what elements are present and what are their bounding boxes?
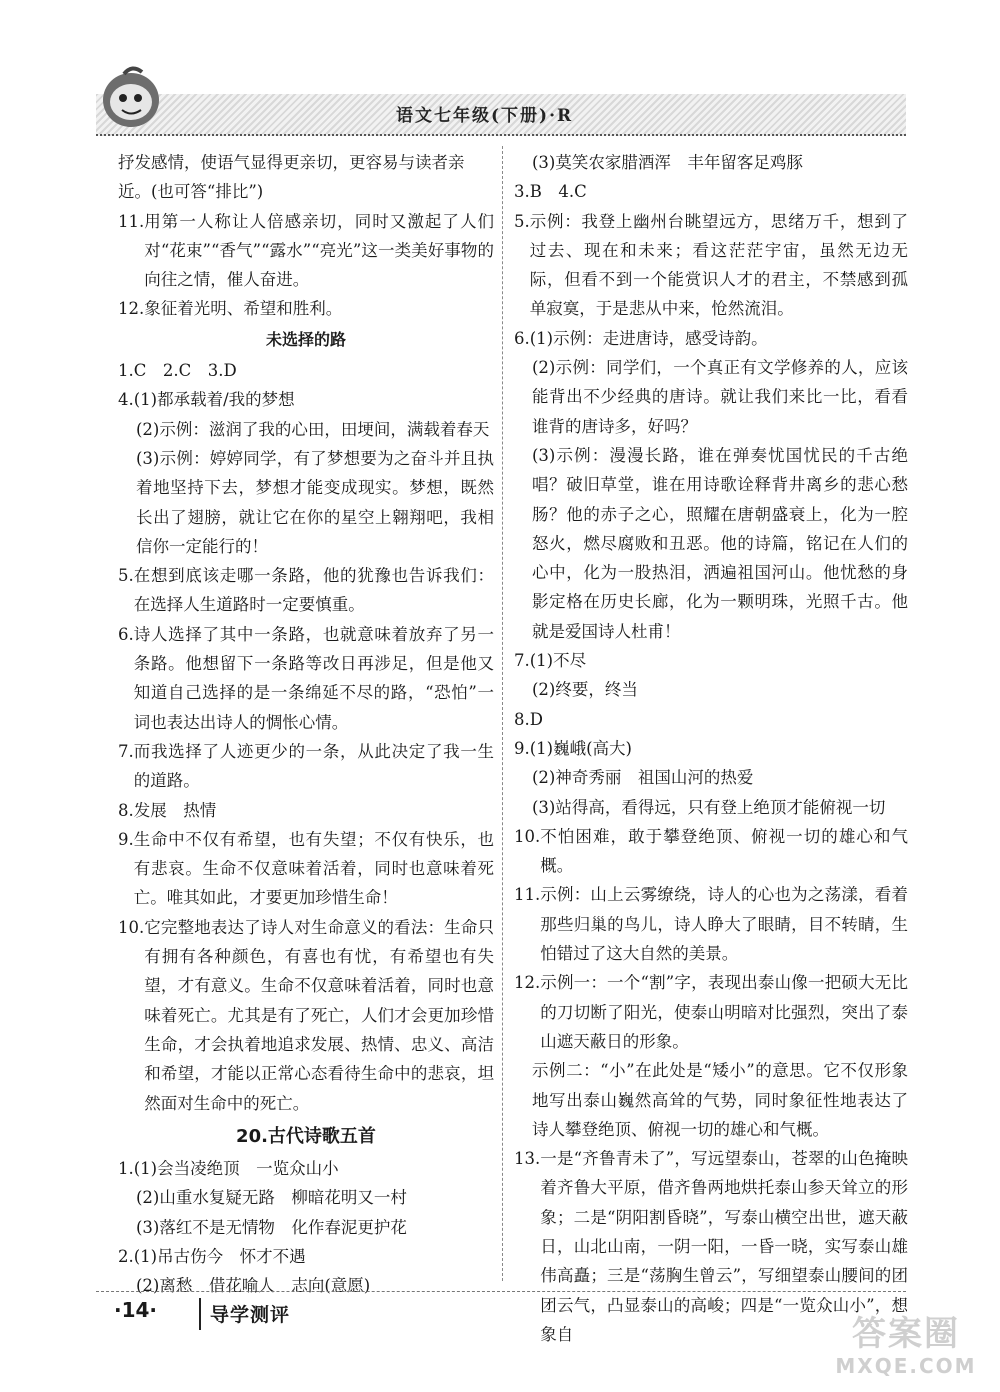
answer-text: C 2.C 3.D [133,361,237,381]
answer-subitem: (2)终要，终当 [532,680,638,700]
answer-text: 用第一人称让人倍感亲切，同时又激起了人们对“花束”“香气”“露水”“亮光”这一类美好事物的向往之情，催人奋进。 [144,211,494,290]
answer-number: 7. [118,741,134,761]
header-title: 语文七年级(下册)·R [396,106,574,126]
answer-number: 12. [514,973,541,993]
answer-item [118,737,494,796]
answer-subitem: (2)离愁 借花喻人 志向(意愿) [136,1276,371,1296]
answer-subitem: (2)神奇秀丽 祖国山河的热爱 [532,768,754,788]
answer-text: 示例一：一个“割”字，表现出泰山像一把硕大无比的刀切断了阳光，使泰山明暗对比强烈，突出了泰山遮天蔽日的形象。 [540,973,908,1051]
watermark-url: MXQE.COM [835,1354,977,1378]
answer-number: 7. [514,651,530,671]
answer-text: 不怕困难，敢于攀登绝顶、俯视一切的雄心和气概。 [540,826,908,876]
answer-item [514,207,908,324]
answer-item [514,177,908,206]
answer-subitem: (3)莫笑农家腊酒浑 丰年留客足鸡豚 [532,153,803,172]
answer-number: 6. [118,624,134,644]
answer-item [514,880,908,968]
answer-subitem: 示例二：“小”在此处是“矮小”的意思。它不仅形象地写出泰山巍然高耸的气势，同时象征性地表达了诗人攀登绝顶、俯视一切的雄心和气概。 [532,1061,908,1139]
answer-item [118,620,494,737]
answer-number: 8. [514,709,530,729]
answer-item [118,825,494,913]
answer-item [118,356,494,385]
footer-separator [199,1298,201,1330]
answer-text: (1)吊古伤今 怀才不遇 [133,1246,306,1266]
answer-subitem: (2)示例：同学们，一个真正有文学修养的人，应该能背出不少经典的唐诗。就让我们来比一比，看看谁背的唐诗多，好吗？ [532,358,908,436]
answer-subitem: (3)示例：婷婷同学，有了梦想要为之奋斗并且执着地坚持下去，梦想才能变成现实。梦想，既然长出了翅膀，就让它在你的星空上翱翔吧，我相信你一定能行的！ [136,448,494,556]
answer-item [514,822,908,881]
footer-rule [96,1291,906,1292]
answer-text: 诗人选择了其中一条路，也就意味着放弃了另一条路。他想留下一条路等改日再涉足，但是他又知道自己选择的是一条绵延不尽的路，“恐怕”一词也表达出诗人的惆怅心情。 [133,624,494,732]
answer-text: 生命中不仅有希望，也有失望；不仅有快乐，也有悲哀。生命不仅意味着活着，同时也意味着死亡。唯其如此，才要更加珍惜生命！ [133,829,494,908]
answer-number: 9. [514,738,530,758]
answer-text: (1)示例：走进唐诗，感受诗韵。 [529,328,768,348]
section-heading: 20.古代诗歌五首 [236,1125,376,1147]
answer-item [118,207,494,295]
watermark [822,1314,990,1386]
answer-item [118,385,494,414]
answer-number: 3. [514,182,530,202]
answer-subitem: (3)落红不是无情物 化作春泥更护花 [136,1217,407,1237]
answer-number: 8. [118,800,134,820]
column-divider [502,146,503,1281]
answer-item [514,646,908,675]
answer-number: 2. [118,1246,134,1266]
answer-item [118,561,494,620]
answer-text: 一是“齐鲁青未了”，写远望泰山，苍翠的山色掩映着齐鲁大平原，借齐鲁两地烘托泰山参天耸立的形象；二是“阴阳割昏晓”，写泰山横空出世，遮天蔽日，山北山南，一阴一阳，一昏一晓，实写泰山雄伟高矗；三是“荡胸生曾云”，写细望泰山腰间的团团云气，凸显泰山的高峻；四是“一览众山小”，想象自 [540,1149,908,1344]
section-heading: 未选择的路 [265,329,346,349]
answer-number: 1. [118,1159,134,1179]
mascot-logo [94,62,168,132]
answer-number: 10. [118,917,145,937]
page-number: ·14· [114,1298,158,1322]
answer-number: 5. [514,211,530,231]
answer-number: 5. [118,566,134,586]
answer-item [514,705,908,734]
answer-text: (1)会当凌绝顶 一览众山小 [133,1159,339,1179]
answer-subitem: (2)山重水复疑无路 柳暗花明又一村 [136,1188,407,1208]
answer-text: 示例：山上云雾缭绕，诗人的心也为之荡漾，看着那些归巢的鸟儿，诗人睁大了眼睛，目不转睛，生怕错过了这大自然的美景。 [540,885,908,964]
answer-text: 示例：我登上幽州台眺望远方，思绪万千，想到了过去、现在和未来；看这茫茫宇宙，虽然无边无际，但看不到一个能赏识人才的君主，不禁感到孤单寂寞，于是悲从中来，怆然流泪。 [529,211,908,319]
answer-number: 11. [118,211,145,231]
brand-label: 导学测评 [210,1304,291,1326]
answer-text: (1)巍峨(高大) [529,738,632,758]
answer-item [118,294,494,323]
answer-number: 4. [118,390,134,410]
watermark-logo-text: 答案圈 [852,1314,960,1354]
right-column [514,148,908,1349]
answer-continuation: 抒发感情，使语气显得更亲切，更容易与读者亲近。(也可答“排比”) [118,153,465,202]
answer-number: 1. [118,361,134,381]
answer-item [118,913,494,1118]
answer-text: 在想到底该走哪一条路，他的犹豫也告诉我们：在选择人生道路时一定要慎重。 [133,566,494,615]
answer-item [514,968,908,1056]
answer-text: 它完整地表达了诗人对生命意义的看法：生命只有拥有各种颜色，有喜也有忧，有希望也有失望，才有意义。生命不仅意味着活着，同时也意味着死亡。尤其是有了死亡，人们才会更加珍惜生命，才会执着地追求发展、热情、忠义、高洁和希望，才能以正常心态看待生命中的悲哀，坦然面对生命中的死亡。 [144,917,494,1113]
answer-text: (1)都承载着/我的梦想 [133,390,295,410]
answer-number: 6. [514,328,530,348]
answer-text: 而我选择了人迹更少的一条，从此决定了我一生的道路。 [133,741,494,791]
answer-item [118,1242,494,1271]
answer-item [514,324,908,353]
answer-subitem: (3)示例：漫漫长路，谁在弹奏忧国忧民的千古绝唱？破旧草堂，谁在用诗歌诠释背井离乡的悲心愁肠？他的赤子之心，照耀在唐朝盛衰上，化为一腔怒火，燃尽腐败和丑恶。他的诗篇，铭记在人们的心中，化为一股热泪，洒遍祖国河山。他忧愁的身影定格在历史长廊，化为一颗明珠，光照千古。他就是爱国诗人杜甫！ [532,445,908,641]
answer-item [118,796,494,825]
answer-text: (1)不尽 [529,651,587,671]
answer-number: 12. [118,299,145,319]
answer-subitem: (3)站得高，看得远，只有登上绝顶才能俯视一切 [532,797,886,817]
answer-number: 13. [514,1149,541,1169]
left-column [118,148,494,1301]
answer-text: 发展 热情 [133,800,217,820]
answer-number: 9. [118,829,134,849]
answer-number: 10. [514,826,541,846]
answer-text: 象征着光明、希望和胜利。 [144,299,343,319]
answer-item [514,734,908,763]
answer-subitem: (2)示例：滋润了我的心田，田埂间，满载着春天 [136,419,490,439]
answer-number: 11. [514,885,541,905]
answer-text: B 4.C [529,182,587,202]
answer-text: D [529,709,543,729]
answer-item [118,1154,494,1183]
